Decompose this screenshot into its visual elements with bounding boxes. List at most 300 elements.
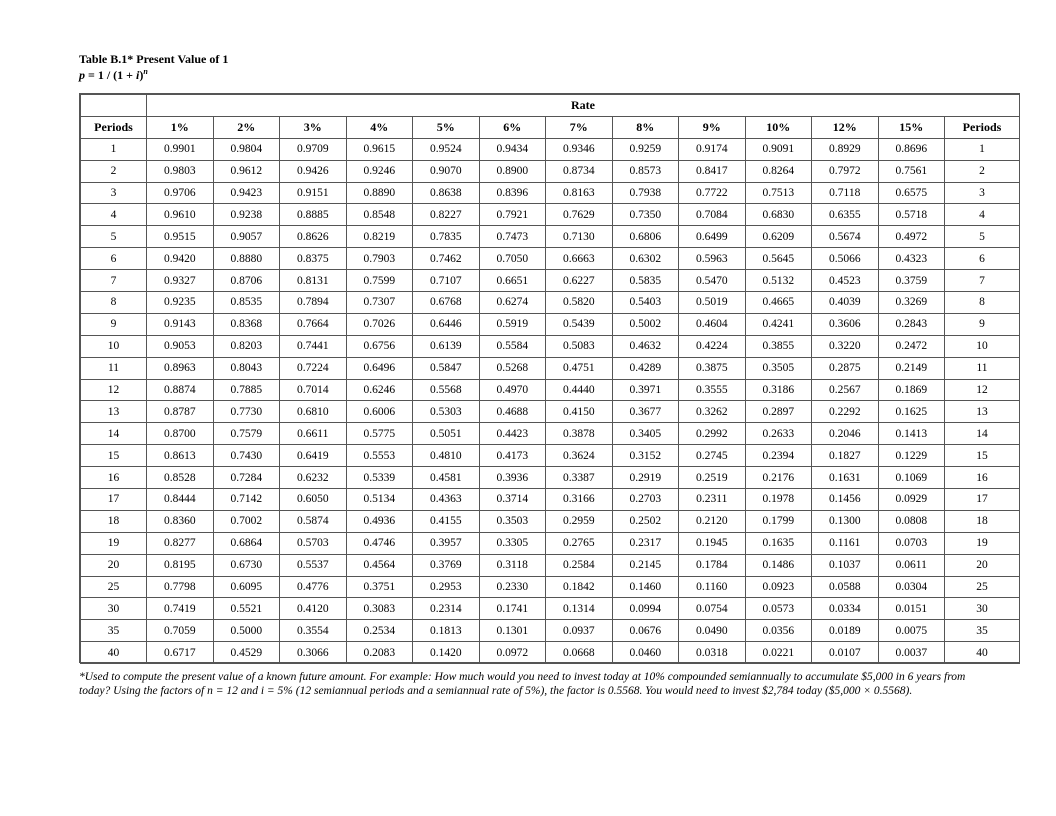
factor-cell: 0.7722 (679, 182, 746, 204)
table-row (81, 313, 1020, 335)
factor-cell: 0.4776 (280, 576, 347, 598)
period-cell-left: 20 (81, 554, 147, 576)
factor-cell: 0.0676 (612, 620, 679, 642)
factor-cell: 0.0189 (812, 620, 879, 642)
factor-cell: 0.7224 (280, 357, 347, 379)
factor-cell: 0.3714 (479, 489, 546, 511)
factor-cell: 0.7835 (413, 226, 480, 248)
factor-cell: 0.5775 (346, 423, 413, 445)
factor-cell: 0.2145 (612, 554, 679, 576)
factor-cell: 0.5134 (346, 489, 413, 511)
factor-cell: 0.0611 (878, 554, 945, 576)
factor-cell: 0.5403 (612, 292, 679, 314)
factor-cell: 0.3066 (280, 642, 347, 664)
period-cell-left: 7 (81, 270, 147, 292)
period-cell-left: 3 (81, 182, 147, 204)
period-cell-left: 17 (81, 489, 147, 511)
factor-cell: 0.2703 (612, 489, 679, 511)
factor-cell: 0.5874 (280, 510, 347, 532)
factor-cell: 0.6717 (147, 642, 214, 664)
factor-cell: 0.8535 (213, 292, 280, 314)
factor-cell: 0.7921 (479, 204, 546, 226)
table-row (81, 335, 1020, 357)
factor-cell: 0.0490 (679, 620, 746, 642)
factor-cell: 0.0668 (546, 642, 613, 664)
period-cell-right: 20 (945, 554, 1020, 576)
table-row (81, 401, 1020, 423)
factor-cell: 0.9238 (213, 204, 280, 226)
period-cell-right: 8 (945, 292, 1020, 314)
factor-cell: 0.6302 (612, 248, 679, 270)
factor-cell: 0.7462 (413, 248, 480, 270)
factor-cell: 0.9423 (213, 182, 280, 204)
factor-cell: 0.7473 (479, 226, 546, 248)
factor-cell: 0.0972 (479, 642, 546, 664)
factor-cell: 0.9515 (147, 226, 214, 248)
rate-column-header: 6% (479, 116, 546, 138)
factor-cell: 0.4564 (346, 554, 413, 576)
factor-cell: 0.6496 (346, 357, 413, 379)
formula-p: p (79, 68, 85, 82)
period-cell-right: 19 (945, 532, 1020, 554)
factor-cell: 0.3554 (280, 620, 347, 642)
factor-cell: 0.0356 (745, 620, 812, 642)
factor-cell: 0.7142 (213, 489, 280, 511)
factor-cell: 0.5339 (346, 467, 413, 489)
period-cell-right: 3 (945, 182, 1020, 204)
factor-cell: 0.6227 (546, 270, 613, 292)
period-cell-left: 35 (81, 620, 147, 642)
table-row (81, 445, 1020, 467)
factor-cell: 0.6209 (745, 226, 812, 248)
factor-cell: 0.8787 (147, 401, 214, 423)
factor-cell: 0.1413 (878, 423, 945, 445)
period-cell-left: 12 (81, 379, 147, 401)
factor-cell: 0.2311 (679, 489, 746, 511)
factor-cell: 0.3269 (878, 292, 945, 314)
factor-cell: 0.2083 (346, 642, 413, 664)
factor-cell: 0.8203 (213, 335, 280, 357)
period-cell-left: 18 (81, 510, 147, 532)
factor-cell: 0.9053 (147, 335, 214, 357)
factor-cell: 0.1635 (745, 532, 812, 554)
factor-cell: 0.6756 (346, 335, 413, 357)
factor-cell: 0.5674 (812, 226, 879, 248)
column-header-row (81, 116, 1020, 138)
period-cell-left: 5 (81, 226, 147, 248)
factor-cell: 0.6232 (280, 467, 347, 489)
footnote: *Used to compute the present value of a known future amount. For example: How much would you need to invest today at 10% compounded semiannually to accumulate $5,000 in 6 years from today? Using the factors of n = 12 and i = 5% (12 semiannual periods and a semiannual rate of 5%), the factor is 0.5568. You would need to invest $2,784 today ($5,000 × 0.5568). (79, 671, 966, 697)
factor-cell: 0.8417 (679, 160, 746, 182)
factor-cell: 0.0923 (745, 576, 812, 598)
factor-cell: 0.9235 (147, 292, 214, 314)
factor-cell: 0.8548 (346, 204, 413, 226)
factor-cell: 0.8706 (213, 270, 280, 292)
factor-cell: 0.0808 (878, 510, 945, 532)
factor-cell: 0.2897 (745, 401, 812, 423)
factor-cell: 0.2502 (612, 510, 679, 532)
period-cell-right: 35 (945, 620, 1020, 642)
period-cell-left: 8 (81, 292, 147, 314)
factor-cell: 0.3118 (479, 554, 546, 576)
factor-cell: 0.5584 (479, 335, 546, 357)
period-cell-right: 4 (945, 204, 1020, 226)
factor-cell: 0.2745 (679, 445, 746, 467)
table-row (81, 138, 1020, 160)
factor-cell: 0.0573 (745, 598, 812, 620)
factor-cell: 0.3186 (745, 379, 812, 401)
formula (79, 68, 148, 83)
factor-cell: 0.2394 (745, 445, 812, 467)
factor-cell: 0.8613 (147, 445, 214, 467)
table-row (81, 423, 1020, 445)
factor-cell: 0.1842 (546, 576, 613, 598)
factor-cell: 0.3971 (612, 379, 679, 401)
period-cell-left: 14 (81, 423, 147, 445)
factor-cell: 0.5703 (280, 532, 347, 554)
factor-cell: 0.1301 (479, 620, 546, 642)
formula-body: = 1 / (1 + (85, 68, 137, 82)
factor-cell: 0.3624 (546, 445, 613, 467)
factor-cell: 0.0075 (878, 620, 945, 642)
factor-cell: 0.2919 (612, 467, 679, 489)
factor-cell: 0.1827 (812, 445, 879, 467)
factor-cell: 0.6050 (280, 489, 347, 511)
table-row (81, 554, 1020, 576)
table-row (81, 160, 1020, 182)
period-cell-right: 25 (945, 576, 1020, 598)
table-row (81, 576, 1020, 598)
factor-cell: 0.9610 (147, 204, 214, 226)
factor-cell: 0.9346 (546, 138, 613, 160)
factor-cell: 0.0107 (812, 642, 879, 664)
factor-cell: 0.4688 (479, 401, 546, 423)
factor-cell: 0.2314 (413, 598, 480, 620)
factor-cell: 0.1978 (745, 489, 812, 511)
factor-cell: 0.6006 (346, 401, 413, 423)
factor-cell: 0.9143 (147, 313, 214, 335)
factor-cell: 0.4289 (612, 357, 679, 379)
factor-cell: 0.8638 (413, 182, 480, 204)
factor-cell: 0.1799 (745, 510, 812, 532)
factor-cell: 0.8368 (213, 313, 280, 335)
factor-cell: 0.2046 (812, 423, 879, 445)
factor-cell: 0.5268 (479, 357, 546, 379)
factor-cell: 0.8626 (280, 226, 347, 248)
factor-cell: 0.7284 (213, 467, 280, 489)
factor-cell: 0.6139 (413, 335, 480, 357)
factor-cell: 0.1229 (878, 445, 945, 467)
factor-cell: 0.5835 (612, 270, 679, 292)
factor-cell: 0.9709 (280, 138, 347, 160)
rate-column-header: 8% (612, 116, 679, 138)
factor-cell: 0.2765 (546, 532, 613, 554)
factor-cell: 0.7972 (812, 160, 879, 182)
period-cell-right: 6 (945, 248, 1020, 270)
period-cell-right: 14 (945, 423, 1020, 445)
table-title: Table B.1* Present Value of 1 (79, 52, 229, 66)
factor-cell: 0.2953 (413, 576, 480, 598)
factor-cell: 0.6830 (745, 204, 812, 226)
factor-cell: 0.7107 (413, 270, 480, 292)
factor-cell: 0.4323 (878, 248, 945, 270)
factor-cell: 0.7059 (147, 620, 214, 642)
factor-cell: 0.3305 (479, 532, 546, 554)
factor-cell: 0.8277 (147, 532, 214, 554)
table-body (81, 138, 1020, 663)
factor-cell: 0.7419 (147, 598, 214, 620)
factor-cell: 0.1037 (812, 554, 879, 576)
factor-cell: 0.3769 (413, 554, 480, 576)
rate-header-row (81, 95, 1020, 117)
factor-cell: 0.6806 (612, 226, 679, 248)
table-row (81, 248, 1020, 270)
period-cell-left: 13 (81, 401, 147, 423)
factor-cell: 0.8874 (147, 379, 214, 401)
factor-cell: 0.4581 (413, 467, 480, 489)
factor-cell: 0.7026 (346, 313, 413, 335)
factor-cell: 0.3505 (745, 357, 812, 379)
factor-cell: 0.2472 (878, 335, 945, 357)
rate-column-header: 9% (679, 116, 746, 138)
factor-cell: 0.4440 (546, 379, 613, 401)
factor-cell: 0.4241 (745, 313, 812, 335)
factor-cell: 0.7664 (280, 313, 347, 335)
period-cell-right: 17 (945, 489, 1020, 511)
period-cell-right: 9 (945, 313, 1020, 335)
factor-cell: 0.1300 (812, 510, 879, 532)
factor-cell: 0.7350 (612, 204, 679, 226)
period-cell-right: 16 (945, 467, 1020, 489)
factor-cell: 0.6499 (679, 226, 746, 248)
factor-cell: 0.6730 (213, 554, 280, 576)
factor-cell: 0.3855 (745, 335, 812, 357)
factor-cell: 0.3152 (612, 445, 679, 467)
factor-cell: 0.0318 (679, 642, 746, 664)
factor-cell: 0.7050 (479, 248, 546, 270)
factor-cell: 0.6864 (213, 532, 280, 554)
factor-cell: 0.7130 (546, 226, 613, 248)
factor-cell: 0.8696 (878, 138, 945, 160)
factor-cell: 0.9901 (147, 138, 214, 160)
factor-cell: 0.4972 (878, 226, 945, 248)
factor-cell: 0.7903 (346, 248, 413, 270)
period-cell-right: 1 (945, 138, 1020, 160)
factor-cell: 0.1161 (812, 532, 879, 554)
factor-cell: 0.8444 (147, 489, 214, 511)
factor-cell: 0.2292 (812, 401, 879, 423)
factor-cell: 0.3083 (346, 598, 413, 620)
factor-cell: 0.4523 (812, 270, 879, 292)
factor-cell: 0.2120 (679, 510, 746, 532)
factor-cell: 0.0937 (546, 620, 613, 642)
factor-cell: 0.1945 (679, 532, 746, 554)
factor-cell: 0.0304 (878, 576, 945, 598)
factor-cell: 0.9524 (413, 138, 480, 160)
factor-cell: 0.4173 (479, 445, 546, 467)
factor-cell: 0.9174 (679, 138, 746, 160)
table-row (81, 598, 1020, 620)
period-cell-right: 10 (945, 335, 1020, 357)
factor-cell: 0.5847 (413, 357, 480, 379)
factor-cell: 0.3936 (479, 467, 546, 489)
factor-cell: 0.8264 (745, 160, 812, 182)
factor-cell: 0.7307 (346, 292, 413, 314)
factor-cell: 0.9091 (745, 138, 812, 160)
period-cell-left: 4 (81, 204, 147, 226)
period-cell-right: 7 (945, 270, 1020, 292)
factor-cell: 0.7894 (280, 292, 347, 314)
factor-cell: 0.4529 (213, 642, 280, 664)
factor-cell: 0.2959 (546, 510, 613, 532)
factor-cell: 0.8900 (479, 160, 546, 182)
factor-cell: 0.0754 (679, 598, 746, 620)
factor-cell: 0.4155 (413, 510, 480, 532)
factor-cell: 0.2567 (812, 379, 879, 401)
factor-cell: 0.5000 (213, 620, 280, 642)
period-cell-left: 2 (81, 160, 147, 182)
formula-i: i (136, 68, 140, 82)
factor-cell: 0.7885 (213, 379, 280, 401)
factor-cell: 0.5002 (612, 313, 679, 335)
rate-column-header: 1% (147, 116, 214, 138)
factor-cell: 0.8528 (147, 467, 214, 489)
factor-cell: 0.7441 (280, 335, 347, 357)
factor-cell: 0.3262 (679, 401, 746, 423)
factor-cell: 0.8360 (147, 510, 214, 532)
period-cell-right: 18 (945, 510, 1020, 532)
factor-cell: 0.5051 (413, 423, 480, 445)
factor-cell: 0.3405 (612, 423, 679, 445)
table-row (81, 379, 1020, 401)
table-row (81, 270, 1020, 292)
factor-cell: 0.4665 (745, 292, 812, 314)
factor-cell: 0.1784 (679, 554, 746, 576)
factor-cell: 0.5645 (745, 248, 812, 270)
factor-cell: 0.0221 (745, 642, 812, 664)
factor-cell: 0.3166 (546, 489, 613, 511)
factor-cell: 0.8700 (147, 423, 214, 445)
period-cell-right: 12 (945, 379, 1020, 401)
period-cell-right: 40 (945, 642, 1020, 664)
factor-cell: 0.1486 (745, 554, 812, 576)
period-cell-left: 11 (81, 357, 147, 379)
factor-cell: 0.8131 (280, 270, 347, 292)
factor-cell: 0.3875 (679, 357, 746, 379)
factor-cell: 0.4224 (679, 335, 746, 357)
factor-cell: 0.8195 (147, 554, 214, 576)
period-cell-right: 5 (945, 226, 1020, 248)
factor-cell: 0.6419 (280, 445, 347, 467)
factor-cell: 0.2633 (745, 423, 812, 445)
period-cell-left: 1 (81, 138, 147, 160)
factor-cell: 0.6663 (546, 248, 613, 270)
table-row (81, 467, 1020, 489)
factor-cell: 0.8573 (612, 160, 679, 182)
table-row (81, 226, 1020, 248)
factor-cell: 0.1069 (878, 467, 945, 489)
factor-cell: 0.5132 (745, 270, 812, 292)
factor-cell: 0.6651 (479, 270, 546, 292)
factor-cell: 0.7513 (745, 182, 812, 204)
factor-cell: 0.5718 (878, 204, 945, 226)
factor-cell: 0.3606 (812, 313, 879, 335)
factor-cell: 0.8163 (546, 182, 613, 204)
factor-cell: 0.4751 (546, 357, 613, 379)
factor-cell: 0.4363 (413, 489, 480, 511)
factor-cell: 0.8375 (280, 248, 347, 270)
factor-cell: 0.9151 (280, 182, 347, 204)
rate-column-header: 4% (346, 116, 413, 138)
factor-cell: 0.3555 (679, 379, 746, 401)
factor-cell: 0.7798 (147, 576, 214, 598)
factor-cell: 0.5303 (413, 401, 480, 423)
periods-header-left: Periods (81, 116, 147, 138)
factor-cell: 0.9706 (147, 182, 214, 204)
factor-cell: 0.0460 (612, 642, 679, 664)
factor-cell: 0.8885 (280, 204, 347, 226)
factor-cell: 0.3957 (413, 532, 480, 554)
factor-cell: 0.7938 (612, 182, 679, 204)
factor-cell: 0.1420 (413, 642, 480, 664)
factor-cell: 0.6446 (413, 313, 480, 335)
factor-cell: 0.1314 (546, 598, 613, 620)
factor-cell: 0.4150 (546, 401, 613, 423)
factor-cell: 0.5019 (679, 292, 746, 314)
formula-close: ) (139, 68, 144, 82)
factor-cell: 0.7629 (546, 204, 613, 226)
factor-cell: 0.5083 (546, 335, 613, 357)
factor-cell: 0.5568 (413, 379, 480, 401)
factor-cell: 0.4604 (679, 313, 746, 335)
period-cell-right: 13 (945, 401, 1020, 423)
factor-cell: 0.7118 (812, 182, 879, 204)
rate-column-header: 10% (745, 116, 812, 138)
factor-cell: 0.5553 (346, 445, 413, 467)
factor-cell: 0.5919 (479, 313, 546, 335)
factor-cell: 0.8396 (479, 182, 546, 204)
factor-cell: 0.6810 (280, 401, 347, 423)
factor-cell: 0.4810 (413, 445, 480, 467)
table-row (81, 357, 1020, 379)
period-cell-left: 6 (81, 248, 147, 270)
period-cell-left: 9 (81, 313, 147, 335)
table-row (81, 204, 1020, 226)
factor-cell: 0.9803 (147, 160, 214, 182)
factor-cell: 0.6575 (878, 182, 945, 204)
present-value-table (80, 94, 1020, 664)
factor-cell: 0.4936 (346, 510, 413, 532)
factor-cell: 0.8734 (546, 160, 613, 182)
factor-cell: 0.2317 (612, 532, 679, 554)
factor-cell: 0.2584 (546, 554, 613, 576)
factor-cell: 0.3878 (546, 423, 613, 445)
rate-column-header: 12% (812, 116, 879, 138)
period-cell-left: 16 (81, 467, 147, 489)
rate-header: Rate (147, 95, 1020, 117)
factor-cell: 0.9246 (346, 160, 413, 182)
factor-cell: 0.4120 (280, 598, 347, 620)
blank-header-cell (81, 95, 147, 117)
factor-cell: 0.0151 (878, 598, 945, 620)
factor-cell: 0.9434 (479, 138, 546, 160)
table-row (81, 182, 1020, 204)
factor-cell: 0.4039 (812, 292, 879, 314)
factor-cell: 0.8043 (213, 357, 280, 379)
factor-cell: 0.2534 (346, 620, 413, 642)
factor-cell: 0.9612 (213, 160, 280, 182)
factor-cell: 0.7430 (213, 445, 280, 467)
